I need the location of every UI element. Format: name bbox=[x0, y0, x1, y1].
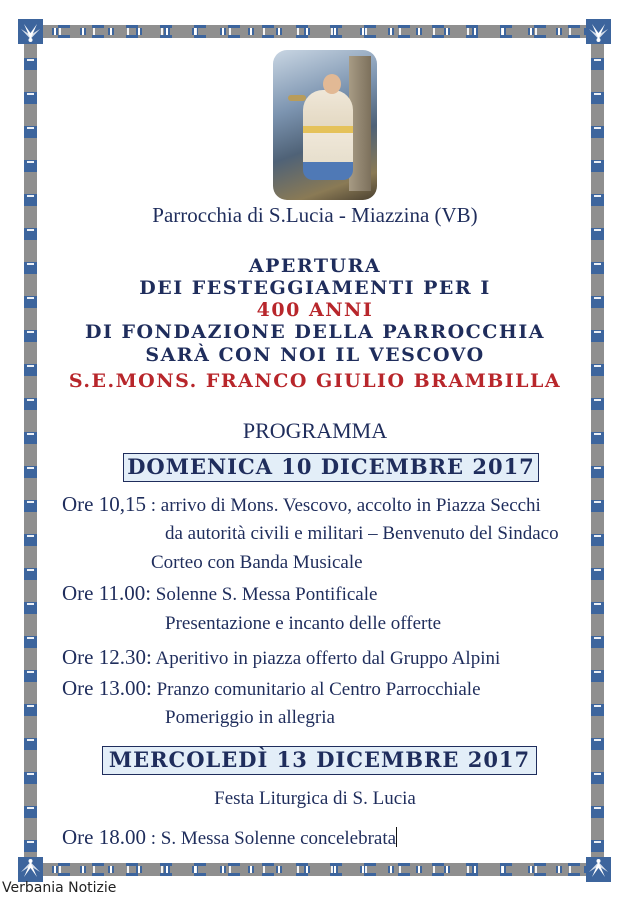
headline-400-anni: 400 ANNI bbox=[256, 299, 374, 321]
schedule-line bbox=[151, 552, 363, 574]
day2-subtitle bbox=[0, 788, 630, 810]
source-credit: Verbania Notizie bbox=[2, 880, 117, 896]
schedule-text: : S. Messa Solenne concelebrata bbox=[145, 828, 397, 849]
headline-line-4: DI FONDAZIONE DELLA PARROCCHIA bbox=[84, 321, 545, 343]
schedule-time: Ore 12.30: bbox=[62, 645, 152, 669]
schedule-line bbox=[62, 645, 500, 670]
schedule-line bbox=[165, 707, 335, 729]
schedule-text: da autorità civili e militari – Benvenuto del Sindaco bbox=[165, 523, 559, 544]
schedule-line bbox=[62, 676, 481, 701]
headline-line-5: SARÀ CON NOI IL VESCOVO bbox=[145, 344, 485, 366]
schedule-line bbox=[165, 523, 559, 545]
corner-ornament-icon bbox=[586, 857, 611, 882]
schedule-time: Ore 11.00: bbox=[62, 581, 152, 605]
border-right bbox=[591, 30, 604, 870]
saint-lucia-portrait bbox=[273, 50, 377, 200]
corner-ornament-icon bbox=[586, 19, 611, 44]
schedule-line bbox=[165, 613, 441, 635]
schedule-text: Pomeriggio in allegria bbox=[165, 707, 335, 728]
headline-line-2: DEI FESTEGGIAMENTI PER I bbox=[139, 277, 491, 299]
date-box-day2: MERCOLEDÌ 13 DICEMBRE 2017 bbox=[102, 746, 537, 775]
schedule-line bbox=[62, 492, 541, 517]
corner-ornament-icon bbox=[18, 857, 43, 882]
schedule-text: Presentazione e incanto delle offerte bbox=[165, 613, 442, 634]
schedule-line bbox=[62, 581, 377, 606]
text-cursor bbox=[396, 827, 397, 847]
border-bottom bbox=[30, 863, 600, 876]
day2-subtitle-text: Festa Liturgica di S. Lucia bbox=[214, 788, 416, 809]
schedule-text: Aperitivo in piazza offerto dal Gruppo Alpini bbox=[151, 648, 501, 669]
programma-title: PROGRAMMA bbox=[242, 418, 388, 443]
date-box-day1: DOMENICA 10 DICEMBRE 2017 bbox=[123, 453, 539, 482]
headline-bishop-name: S.E.MONS. FRANCO GIULIO BRAMBILLA bbox=[68, 370, 562, 392]
schedule-text: Corteo con Banda Musicale bbox=[151, 552, 363, 573]
schedule-time: Ore 13.00: bbox=[62, 676, 152, 700]
headline-line-1: APERTURA bbox=[248, 255, 382, 277]
border-left bbox=[24, 30, 37, 870]
schedule-line bbox=[62, 825, 397, 850]
parish-name: Parrocchia di S.Lucia - Miazzina (VB) bbox=[152, 203, 478, 227]
border-top bbox=[30, 25, 600, 38]
schedule-text: Pranzo comunitario al Centro Parrocchiale bbox=[151, 679, 481, 700]
schedule-text: Solenne S. Messa Pontificale bbox=[151, 584, 378, 605]
schedule-text: : arrivo di Mons. Vescovo, accolto in Piazza Secchi bbox=[145, 495, 541, 516]
schedule-time: Ore 10,15 bbox=[62, 492, 146, 516]
schedule-time: Ore 18.00 bbox=[62, 825, 146, 849]
corner-ornament-icon bbox=[18, 19, 43, 44]
